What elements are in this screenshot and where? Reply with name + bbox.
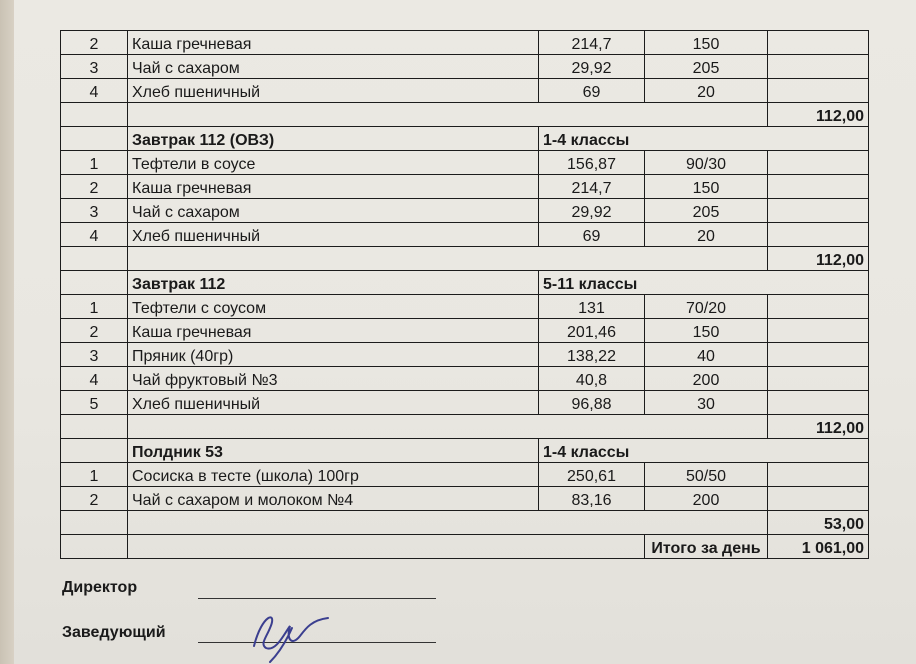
section-title: Завтрак 112 (ОВЗ) [128,127,539,151]
item-weight: 205 [645,55,768,79]
section-header-row [61,439,869,463]
item-empty-cell [768,295,869,319]
menu-table [60,30,869,559]
table-row [61,343,869,367]
section-total-row [61,511,869,535]
item-number: 4 [61,223,128,247]
item-weight: 70/20 [645,295,768,319]
table-row [61,487,869,511]
table-row [61,55,869,79]
total-empty-cell [61,415,128,439]
section-total: 53,00 [768,511,869,535]
item-name: Чай с сахаром и молоком №4 [128,487,539,511]
table-row [61,151,869,175]
total-empty-cell [128,103,768,127]
item-price: 69 [539,223,645,247]
item-price: 29,92 [539,199,645,223]
header-empty-cell [61,439,128,463]
item-name: Пряник (40гр) [128,343,539,367]
item-number: 3 [61,55,128,79]
total-empty-cell [128,415,768,439]
item-weight: 150 [645,175,768,199]
item-empty-cell [768,463,869,487]
item-weight: 200 [645,487,768,511]
section-grade: 1-4 классы [539,439,869,463]
total-empty-cell [128,247,768,271]
item-weight: 20 [645,223,768,247]
item-empty-cell [768,31,869,55]
item-weight: 20 [645,79,768,103]
table-row [61,31,869,55]
item-number: 4 [61,79,128,103]
item-weight: 90/30 [645,151,768,175]
section-header-row [61,271,869,295]
item-name: Чай фруктовый №3 [128,367,539,391]
item-price: 250,61 [539,463,645,487]
item-price: 69 [539,79,645,103]
table-row [61,79,869,103]
item-number: 1 [61,463,128,487]
item-price: 29,92 [539,55,645,79]
item-number: 1 [61,151,128,175]
item-name: Чай с сахаром [128,199,539,223]
section-total: 112,00 [768,415,869,439]
total-empty-cell [61,511,128,535]
item-name: Чай с сахаром [128,55,539,79]
section-total-row [61,415,869,439]
item-empty-cell [768,199,869,223]
item-weight: 200 [645,367,768,391]
item-number: 2 [61,175,128,199]
day-total-value: 1 061,00 [768,535,869,559]
item-empty-cell [768,391,869,415]
manager-label: Заведующий [62,624,166,641]
table-row [61,295,869,319]
day-total-row [61,535,869,559]
item-weight: 50/50 [645,463,768,487]
day-total-label: Итого за день [645,535,768,559]
header-empty-cell [61,127,128,151]
table-row [61,391,869,415]
item-number: 2 [61,31,128,55]
item-number: 2 [61,319,128,343]
item-price: 83,16 [539,487,645,511]
item-empty-cell [768,343,869,367]
table-row [61,175,869,199]
item-name: Хлеб пшеничный [128,79,539,103]
item-empty-cell [768,175,869,199]
item-empty-cell [768,367,869,391]
item-empty-cell [768,223,869,247]
wood-background [0,0,14,664]
item-name: Хлеб пшеничный [128,223,539,247]
total-empty-cell [61,103,128,127]
item-name: Сосиска в тесте (школа) 100гр [128,463,539,487]
item-empty-cell [768,151,869,175]
item-price: 201,46 [539,319,645,343]
section-title: Полдник 53 [128,439,539,463]
item-price: 96,88 [539,391,645,415]
item-price: 214,7 [539,175,645,199]
section-total: 112,00 [768,103,869,127]
item-name: Каша гречневая [128,31,539,55]
table-row [61,463,869,487]
item-name: Хлеб пшеничный [128,391,539,415]
manager-signature [240,606,340,664]
item-number: 1 [61,295,128,319]
item-name: Тефтели с соусом [128,295,539,319]
item-empty-cell [768,319,869,343]
section-total-row [61,247,869,271]
item-name: Каша гречневая [128,319,539,343]
item-number: 2 [61,487,128,511]
table-row [61,367,869,391]
director-label: Директор [62,579,138,596]
director-signature-line [198,598,436,599]
item-price: 40,8 [539,367,645,391]
header-empty-cell [61,271,128,295]
table-row [61,199,869,223]
section-grade: 1-4 классы [539,127,869,151]
item-weight: 205 [645,199,768,223]
day-total-empty-cell [128,535,645,559]
item-name: Тефтели в соусе [128,151,539,175]
item-empty-cell [768,79,869,103]
section-grade: 5-11 классы [539,271,869,295]
item-weight: 150 [645,319,768,343]
item-empty-cell [768,55,869,79]
table-row [61,319,869,343]
item-price: 131 [539,295,645,319]
item-name: Каша гречневая [128,175,539,199]
item-price: 214,7 [539,31,645,55]
day-total-empty-cell [61,535,128,559]
section-title: Завтрак 112 [128,271,539,295]
item-number: 5 [61,391,128,415]
item-weight: 150 [645,31,768,55]
item-empty-cell [768,487,869,511]
item-weight: 30 [645,391,768,415]
table-row [61,223,869,247]
item-weight: 40 [645,343,768,367]
section-header-row [61,127,869,151]
item-price: 156,87 [539,151,645,175]
total-empty-cell [128,511,768,535]
item-price: 138,22 [539,343,645,367]
item-number: 3 [61,199,128,223]
section-total-row [61,103,869,127]
item-number: 3 [61,343,128,367]
total-empty-cell [61,247,128,271]
item-number: 4 [61,367,128,391]
section-total: 112,00 [768,247,869,271]
